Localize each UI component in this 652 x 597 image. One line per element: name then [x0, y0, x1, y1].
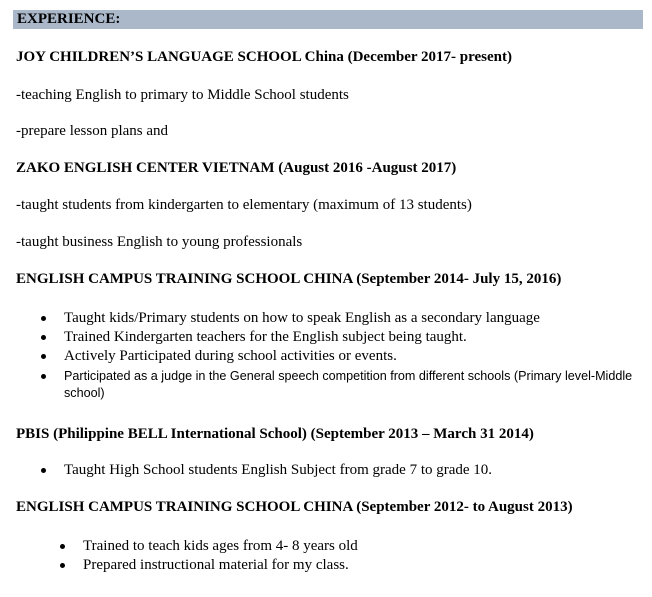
- bullet-text: Trained to teach kids ages from 4- 8 years old: [83, 538, 358, 554]
- job-line: -prepare lesson plans and: [16, 123, 169, 139]
- bullet-icon: [60, 544, 65, 549]
- bullet-text: Participated as a judge in the General speech competition from different schools (Primary level-Middle school): [64, 369, 633, 400]
- bullet-item: [64, 366, 648, 402]
- bullet-icon: [41, 374, 46, 379]
- bullet-text: Taught kids/Primary students on how to speak English as a secondary language: [64, 310, 540, 326]
- job-line: -teaching English to primary to Middle School students: [16, 87, 349, 103]
- bullet-icon: [60, 563, 65, 568]
- job-line: -taught business English to young professionals: [16, 234, 303, 250]
- bullet-text: Actively Participated during school activities or events.: [64, 348, 397, 364]
- bullet-item: [64, 309, 648, 328]
- bullet-item: [83, 537, 358, 556]
- job-bullet-list: [83, 537, 358, 575]
- job-heading-zako: ZAKO ENGLISH CENTER VIETNAM (August 2016 -August 2017): [16, 160, 457, 176]
- bullet-text: Taught High School students English Subject from grade 7 to grade 10.: [64, 462, 493, 478]
- job-bullet-list: [64, 461, 492, 480]
- job-heading-joy: JOY CHILDREN’S LANGUAGE SCHOOL China (December 2017- present): [16, 49, 512, 65]
- job-heading-english-campus-2014: ENGLISH CAMPUS TRAINING SCHOOL CHINA (September 2014- July 15, 2016): [16, 271, 562, 287]
- bullet-icon: [41, 335, 46, 340]
- bullet-icon: [41, 354, 46, 359]
- bullet-icon: [41, 468, 46, 473]
- bullet-text: Prepared instructional material for my class.: [83, 557, 349, 573]
- job-heading-pbis: PBIS (Philippine BELL International School) (September 2013 – March 31 2014): [16, 426, 534, 442]
- bullet-item: [64, 461, 492, 480]
- bullet-item: [83, 556, 358, 575]
- bullet-item: [64, 328, 648, 347]
- bullet-item: [64, 347, 648, 366]
- job-heading-english-campus-2012: ENGLISH CAMPUS TRAINING SCHOOL CHINA (September 2012- to August 2013): [16, 499, 573, 515]
- job-line: -taught students from kindergarten to elementary (maximum of 13 students): [16, 197, 472, 213]
- section-header-bar: [13, 10, 643, 29]
- job-bullet-list: [64, 309, 648, 402]
- section-title: EXPERIENCE:: [17, 11, 121, 27]
- bullet-icon: [41, 316, 46, 321]
- bullet-text: Trained Kindergarten teachers for the English subject being taught.: [64, 329, 467, 345]
